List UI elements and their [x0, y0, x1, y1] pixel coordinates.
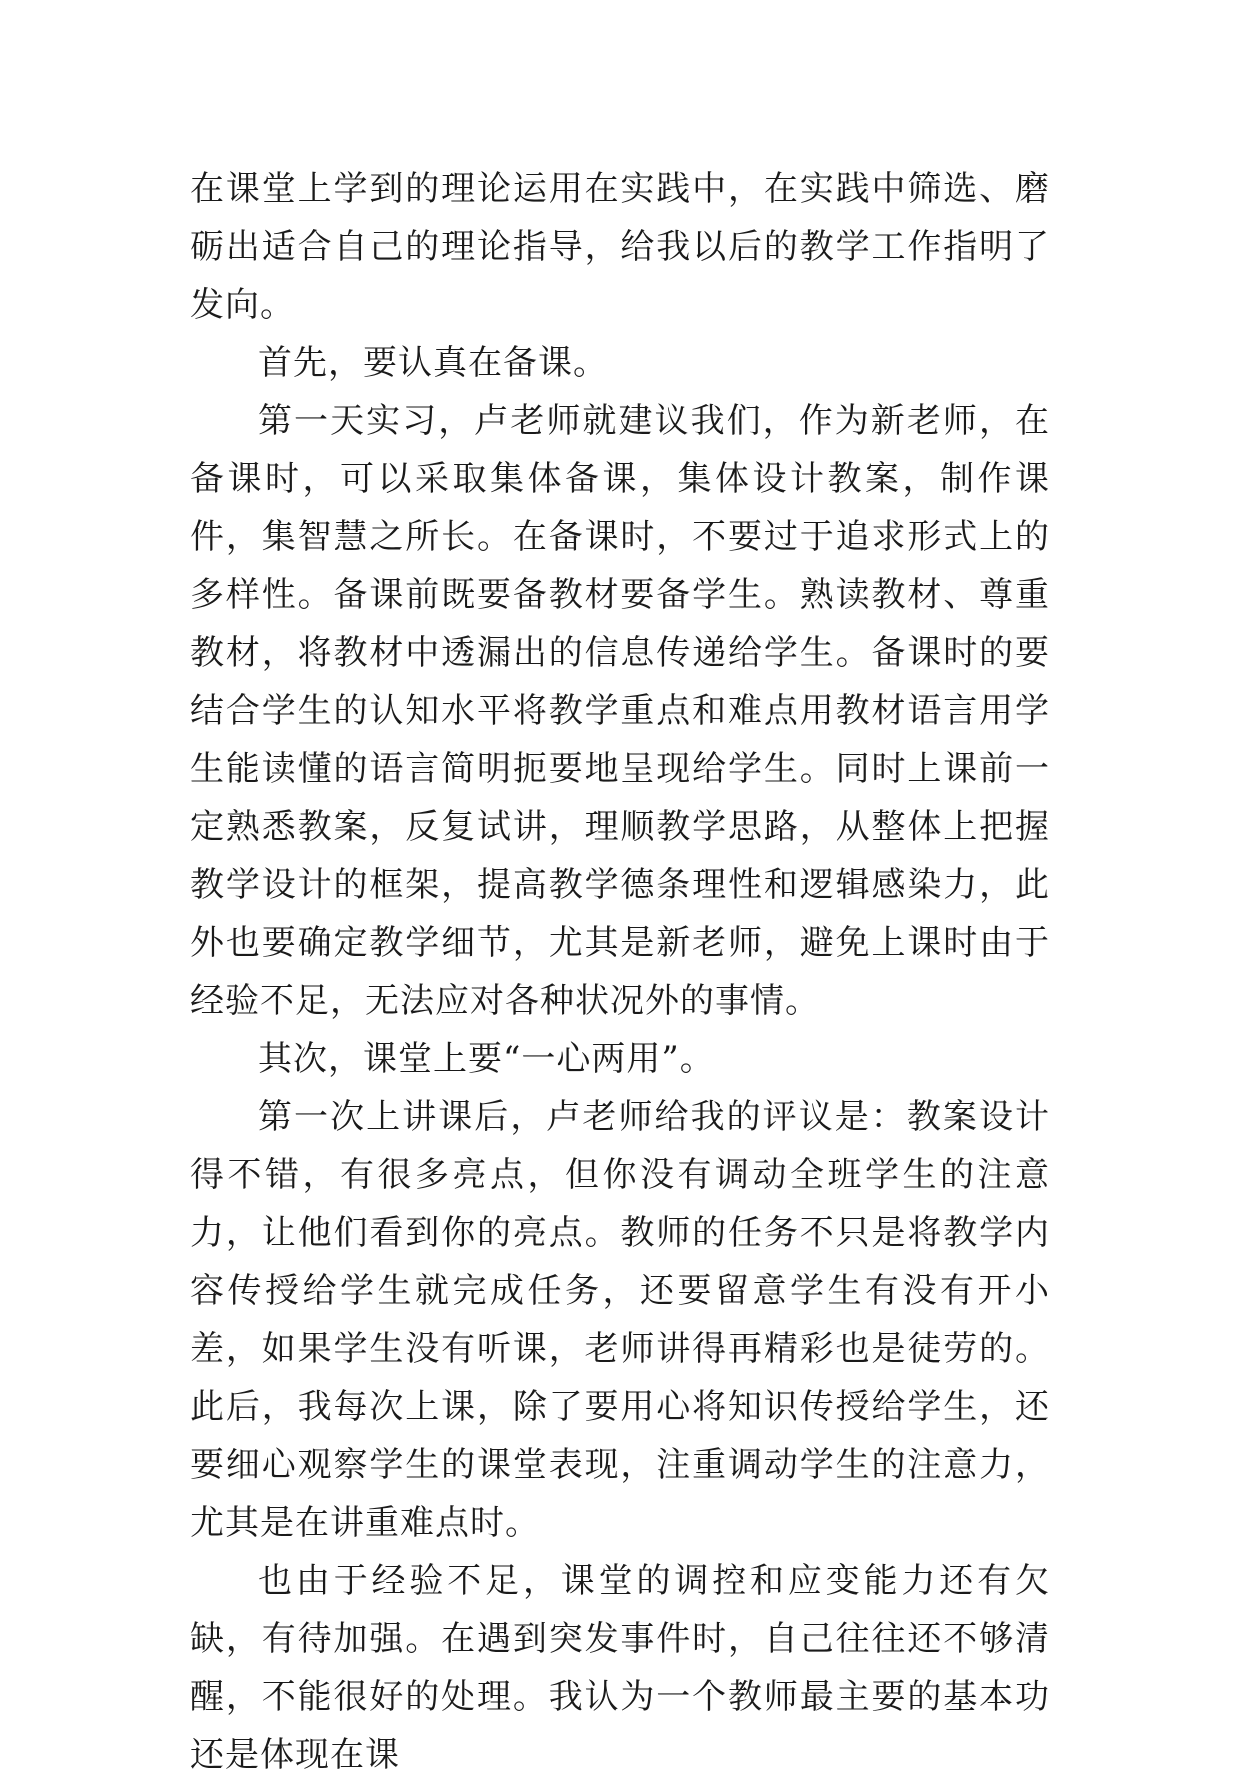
paragraph-5: 第一次上讲课后，卢老师给我的评议是：教案设计得不错，有很多亮点，但你没有调动全班学生的注意力，让他们看到你的亮点。教师的任务不只是将教学内容传授给学生就完成任务，还要留意学生有没有开小差，如果学生没有听课，老师讲得再精彩也是徒劳的。此后，我每次上课，除了要用心将知识传授给学生，还要细心观察学生的课堂表现，注重调动学生的注意力，尤其是在讲重难点时。	[190, 1097, 1050, 1543]
paragraph-6: 也由于经验不足，课堂的调控和应变能力还有欠缺，有待加强。在遇到突发事件时，自己往往还不够清醒，不能很好的处理。我认为一个教师最主要的基本功还是体现在课	[190, 1561, 1050, 1775]
document-body	[190, 160, 1050, 1784]
paragraph-2: 首先，要认真在备课。	[258, 343, 608, 383]
paragraph-3: 第一天实习，卢老师就建议我们，作为新老师，在备课时，可以采取集体备课，集体设计教案，制作课件，集智慧之所长。在备课时，不要过于追求形式上的多样性。备课前既要备教材要备学生。熟读教材、尊重教材，将教材中透漏出的信息传递给学生。备课时的要结合学生的认知水平将教学重点和难点用教材语言用学生能读懂的语言简明扼要地呈现给学生。同时上课前一定熟悉教案，反复试讲，理顺教学思路，从整体上把握教学设计的框架，提高教学德条理性和逻辑感染力，此外也要确定教学细节，尤其是新老师，避免上课时由于经验不足，无法应对各种状况外的事情。	[190, 401, 1050, 1021]
paragraph-1: 在课堂上学到的理论运用在实践中，在实践中筛选、磨砺出适合自己的理论指导，给我以后的教学工作指明了发向。	[190, 169, 1050, 325]
paragraph-4: 其次，课堂上要“一心两用”。	[258, 1039, 715, 1079]
